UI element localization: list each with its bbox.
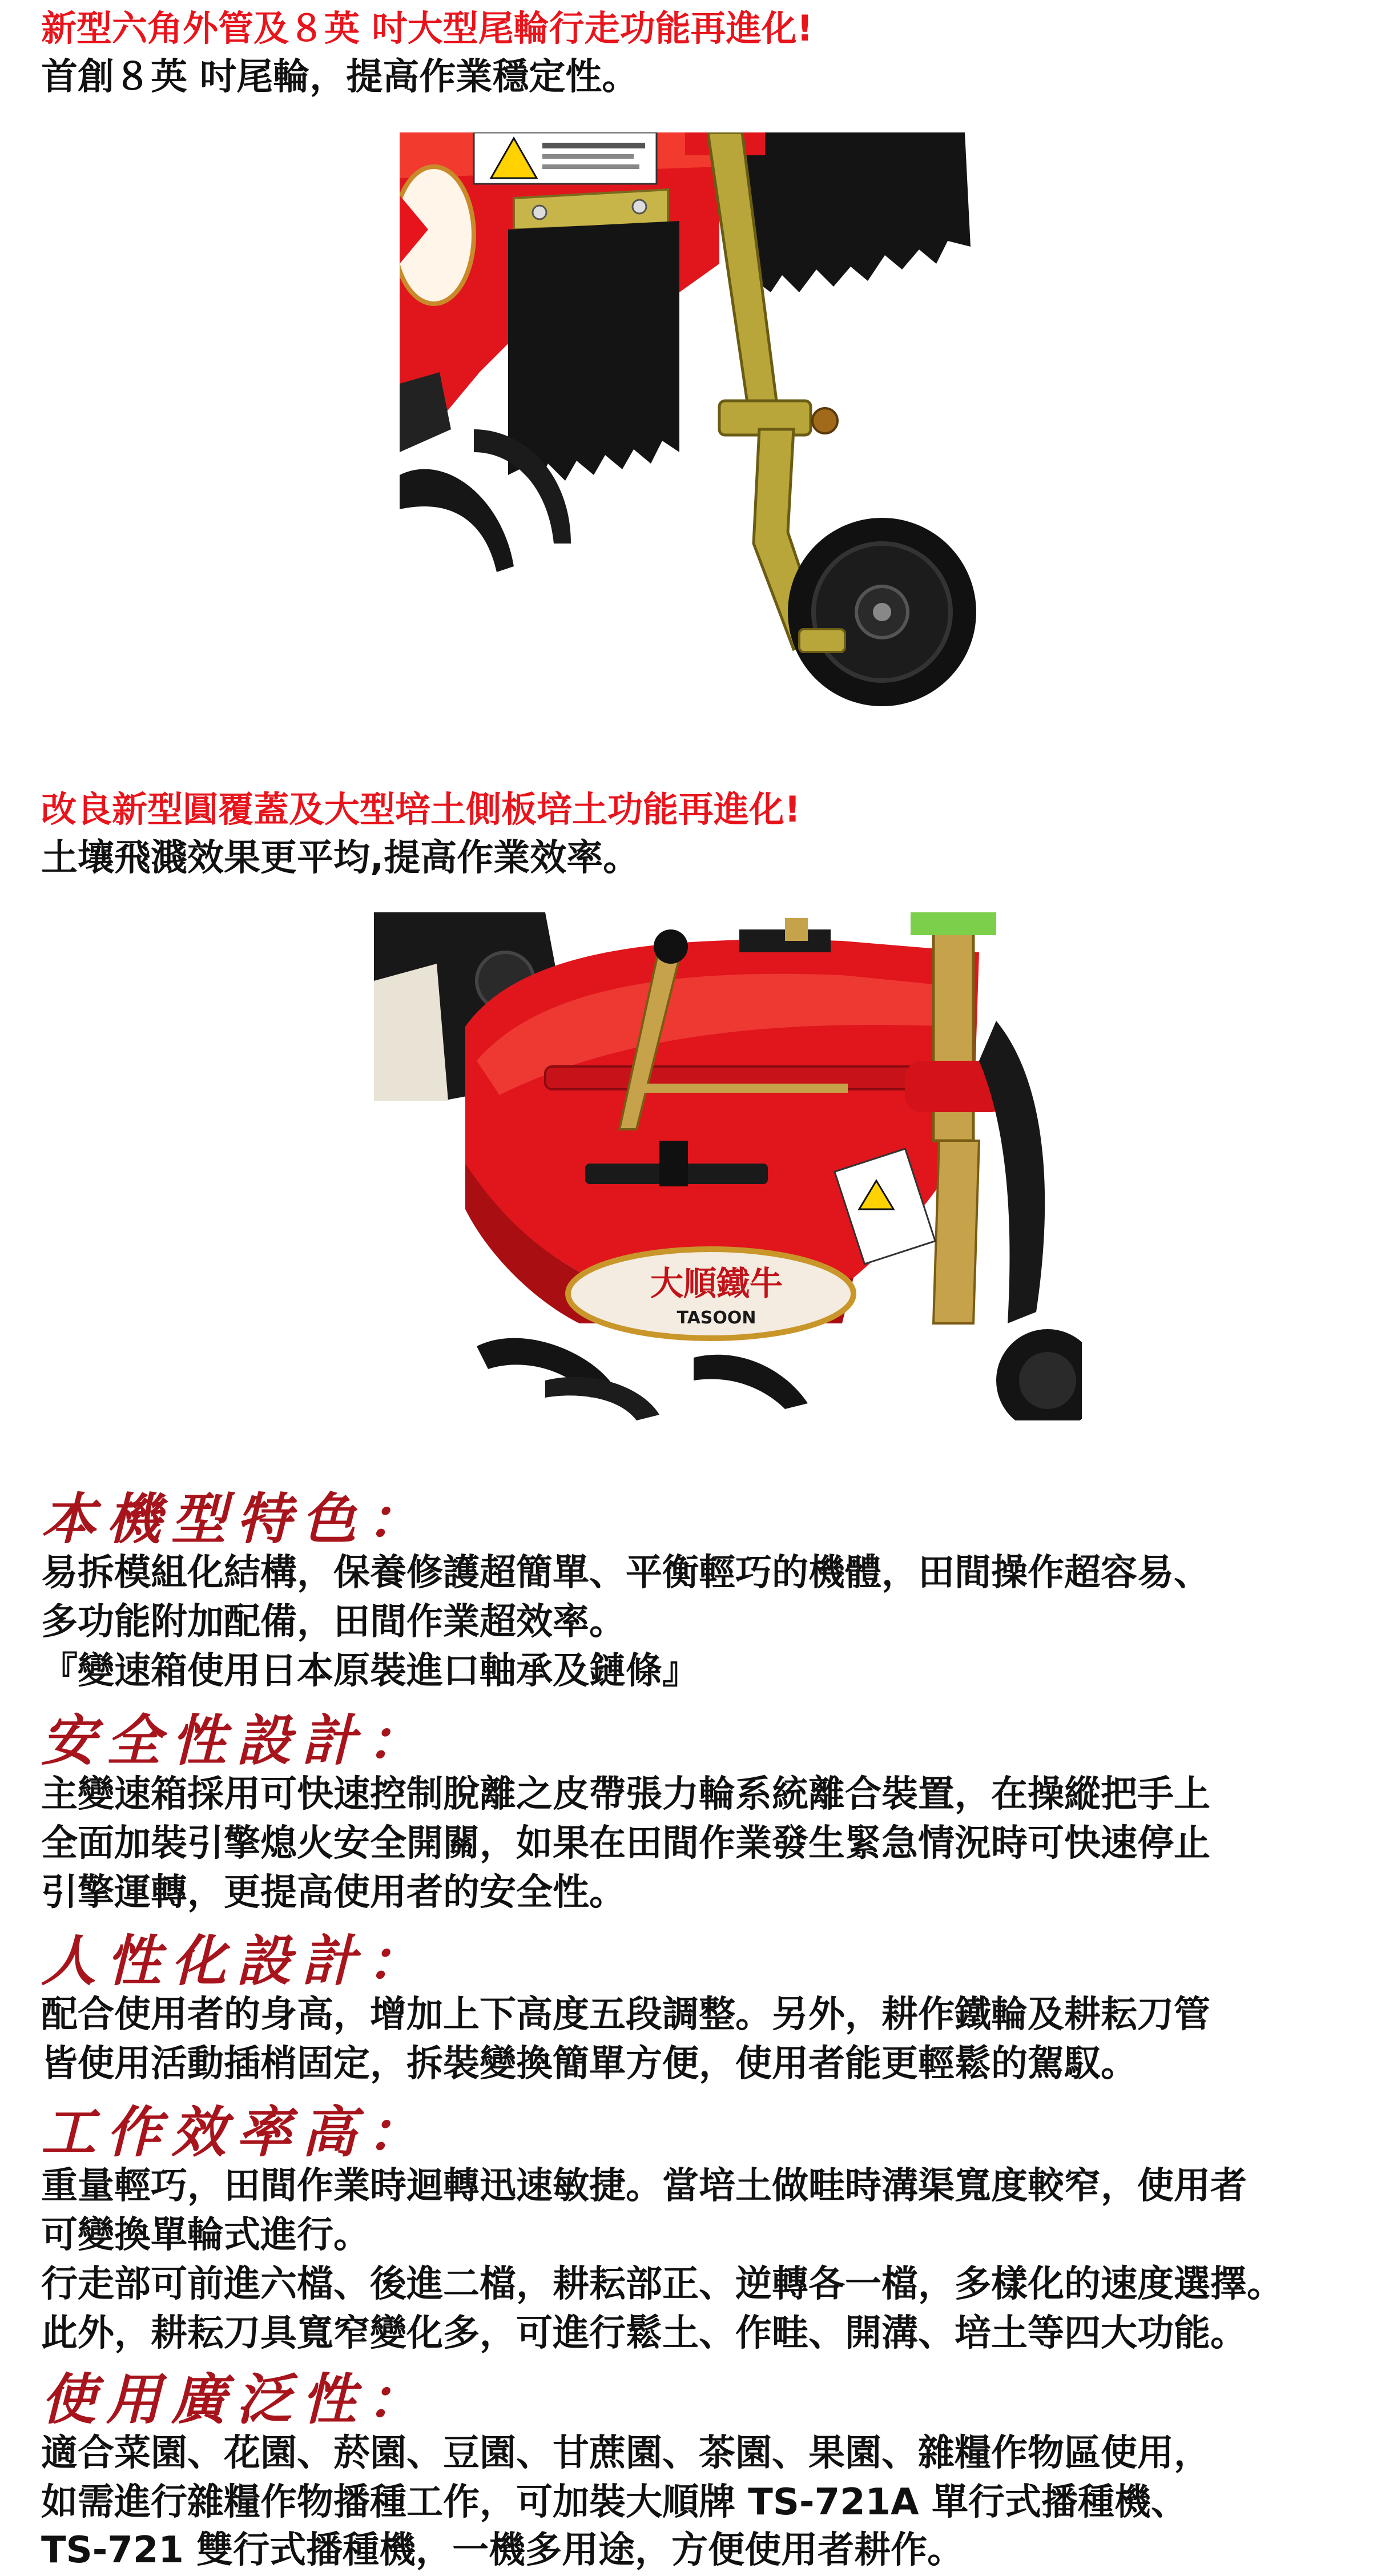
section1-subtitle: 首創８英 吋尾輪，提高作業穩定性。 <box>41 56 639 98</box>
feature-3-line-2: 皆使用活動插梢固定，拆裝變換簡單方便，使用者能更輕鬆的駕馭。 <box>41 2043 1137 2085</box>
feature-heading-2: 安全性設計： <box>41 1708 432 1773</box>
feature-3-line-1: 配合使用者的身高，增加上下高度五段調整。另外，耕作鐵輪及耕耘刀管 <box>41 1994 1210 2036</box>
photo-brand-text: 大順鐵牛 <box>650 1264 783 1303</box>
feature-heading-4: 工作效率高： <box>41 2100 432 2164</box>
feature-1-line-2: 多功能附加配備，田間作業超效率。 <box>41 1601 626 1643</box>
section2-subtitle: 土壤飛濺效果更平均,提高作業效率。 <box>41 837 640 879</box>
feature-2-line-1: 主變速箱採用可快速控制脫離之皮帶張力輪系統離合裝置，在操縱把手上 <box>41 1773 1210 1816</box>
feature-2-line-2: 全面加裝引擎熄火安全開關，如果在田間作業發生緊急情況時可快速停止 <box>41 1822 1210 1865</box>
feature-heading-1: 本機型特色： <box>41 1487 432 1551</box>
photo-brand-en-text: TASOON <box>677 1308 756 1328</box>
feature-4-line-4: 此外，耕耘刀具寬窄變化多，可進行鬆土、作畦、開溝、培土等四大功能。 <box>41 2312 1247 2354</box>
feature-4-line-2: 可變換單輪式進行。 <box>41 2214 370 2256</box>
feature-1-line-1: 易拆模組化結構，保養修護超簡單、平衡輕巧的機體，田間操作超容易、 <box>41 1552 1210 1594</box>
feature-5-line-3: TS-721 雙行式播種機，一機多用途，方便使用者耕作。 <box>41 2529 964 2571</box>
feature-1-line-3: 『變速箱使用日本原裝進口軸承及鏈條』 <box>41 1650 699 1692</box>
feature-4-line-3: 行走部可前進六檔、後進二檔，耕耘部正、逆轉各一檔，多樣化的速度選擇。 <box>41 2263 1283 2305</box>
tail-wheel-photo <box>400 132 1005 721</box>
feature-4-line-1: 重量輕巧，田間作業時迴轉迅速敏捷。當培土做畦時溝渠寬度較窄，使用者 <box>41 2165 1247 2207</box>
section1-title: 新型六角外管及８英 吋大型尾輪行走功能再進化! <box>41 7 813 49</box>
feature-5-line-1: 適合菜園、花園、菸園、豆園、甘蔗園、茶園、果園、雜糧作物區使用， <box>41 2432 1210 2474</box>
cover-plate-photo <box>374 912 1082 1420</box>
section2-title: 改良新型圓覆蓋及大型培土側板培土功能再進化! <box>41 788 801 830</box>
feature-heading-3: 人性化設計： <box>41 1929 432 1993</box>
feature-heading-5: 使用廣泛性： <box>41 2367 432 2432</box>
feature-5-line-2: 如需進行雜糧作物播種工作，可加裝大順牌 TS-721A 單行式播種機、 <box>41 2481 1187 2523</box>
feature-2-line-3: 引擎運轉，更提高使用者的安全性。 <box>41 1871 626 1914</box>
